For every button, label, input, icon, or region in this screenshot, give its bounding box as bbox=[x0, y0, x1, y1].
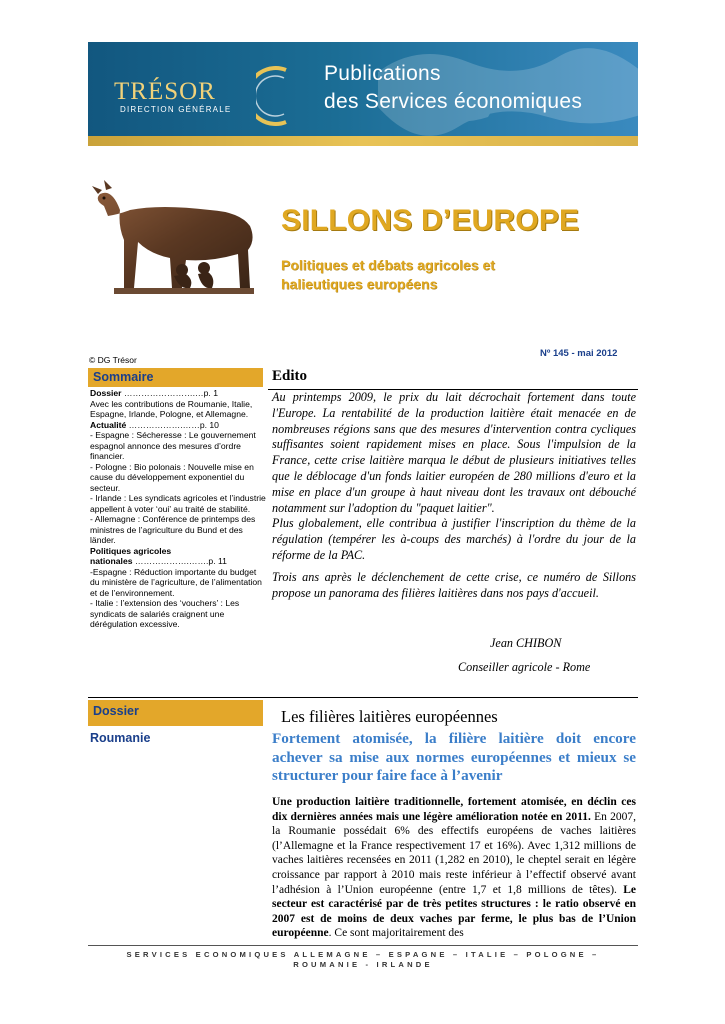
edito-heading: Edito bbox=[272, 368, 308, 384]
dossier-body-text bbox=[272, 795, 636, 941]
capitoline-wolf-statue-image bbox=[90, 180, 270, 300]
edito-paragraph: Au printemps 2009, le prix du lait décrochait fortement dans toute l'Europe. La rentabilité de la production laitière était menacée en de nombreuses régions sans que des mesures d'intervention contra cycliques suffisantes soient rapidement mises en place. Sous l'impulsion de la France, cette crise laitière marqua le début de plusieurs initiatives telles que le déblocage d'un fonds laitier européen de 280 millions d'euro et la mise en place d'un groupe à haut niveau dont les travaux ont débouché notamment sur l'adoption du "paquet laitier". bbox=[272, 390, 636, 515]
toc-politiques-page: ……………….…….p. 11 bbox=[132, 556, 227, 566]
sommaire-heading-bar bbox=[88, 368, 263, 387]
edito-text bbox=[272, 390, 636, 601]
dossier-country-label: Roumanie bbox=[90, 731, 151, 745]
toc-actualite-label[interactable]: Actualité bbox=[90, 419, 127, 430]
dossier-heading-bar bbox=[88, 700, 263, 726]
toc-politiques-label-2[interactable]: nationales bbox=[90, 556, 133, 566]
toc-item: - Irlande : Les syndicats agricoles et l’industrie appellent à voter ‘oui’ au traité de stabilité. bbox=[90, 493, 266, 514]
banner-gold-stripe bbox=[88, 136, 638, 146]
page-footer: SERVICES ECONOMIQUES ALLEMAGNE – ESPAGNE – ITALIE – POLOGNE – ROUMANIE - IRLANDE bbox=[126, 950, 600, 969]
sommaire-heading: Sommaire bbox=[93, 370, 154, 384]
dossier-section-title: Les filières laitières européennes bbox=[281, 707, 498, 726]
toc-item: - Pologne : Bio polonais : Nouvelle mise en cause du développement exponentiel du secteur. bbox=[90, 461, 254, 493]
toc-politiques-label[interactable]: Politiques agricoles bbox=[90, 545, 172, 556]
dossier-lead: Fortement atomisée, la filière laitière doit encore achever sa mise aux normes européennes et mieux se structurer pour faire face à l’avenir bbox=[272, 730, 636, 784]
publication-title-line2: des Services économiques bbox=[324, 90, 583, 113]
tresor-logo-subtitle: DIRECTION GÉNÉRALE bbox=[120, 105, 232, 114]
toc-item: - Espagne : Sécheresse : Le gouvernement espagnol annonce des mesures d’ordre financier. bbox=[90, 430, 256, 461]
edito-signature-role: Conseiller agricole - Rome bbox=[458, 660, 591, 674]
body-bold-sentence: Le secteur est caractérisé par de très petites structures : le ratio observé en 2007 est de moins de deux vaches par ferme, le plus bas de l’Union européenne bbox=[272, 883, 636, 940]
newsletter-subtitle-line1: Politiques et débats agricoles et bbox=[281, 257, 495, 273]
body-bold-sentence: Une production laitière traditionnelle, fortement atomisée, en déclin ces dix dernières années mais une légère amélioration notée en 2011. bbox=[272, 796, 636, 823]
toc-dossier-page: …………………….…p. 1 bbox=[121, 388, 218, 398]
dossier-heading: Dossier bbox=[93, 704, 139, 718]
toc-item: -Espagne : Réduction importante du budget du ministère de l’agriculture, de l’alimentation et de l’environnement. bbox=[90, 566, 262, 598]
toc-dossier-text: Avec les contributions de Roumanie, Italie, Espagne, Irlande, Pologne, et Allemagne. bbox=[90, 398, 253, 419]
body-text: En 2007, la Roumanie possédait 6% des effectifs européens de vaches laitières (l’Allemagne et la France respectivement 17 et 16%). Avec 1,312 millions de vaches laitières recensées en 2011 (1,282 en 2010), le cheptel serait en légère croissance par rapport à 2010 mais reste inférieur à l’effectif observé avant l’adhésion à l’Union européenne (entre 1,7 et 1,8 millions de têtes). bbox=[272, 810, 636, 896]
newsletter-title: SILLONS D’EUROPE bbox=[281, 204, 580, 237]
publication-banner bbox=[88, 42, 638, 146]
edito-signature-name: Jean CHIBON bbox=[490, 636, 562, 650]
swirl-logo-icon bbox=[256, 66, 290, 126]
issue-number-date: Nº 145 - mai 2012 bbox=[540, 348, 618, 359]
toc-item: - Italie : l’extension des ‘vouchers’ : Les syndicats de salariés craignent une dérégulation excessive. bbox=[90, 598, 240, 629]
edito-paragraph: Trois ans après le déclenchement de cette crise, ce numéro de Sillons propose un panorama des filières laitières dans nos pays d'accueil. bbox=[272, 569, 636, 600]
toc-dossier-label[interactable]: Dossier bbox=[90, 388, 122, 398]
section-divider bbox=[88, 697, 638, 698]
footer-rule bbox=[88, 945, 638, 946]
tresor-logo-name: TRÉSOR bbox=[114, 78, 216, 105]
toc-actualite-page: ……………….……p. 10 bbox=[126, 419, 219, 430]
publication-title-line1: Publications bbox=[324, 62, 441, 85]
image-credit: © DG Trésor bbox=[89, 355, 137, 365]
body-text: . Ce sont majoritairement des bbox=[328, 927, 464, 940]
newsletter-subtitle-line2: halieutiques européens bbox=[281, 276, 438, 292]
toc-item: - Allemagne : Conférence de printemps des ministres de l’agriculture du Bund et des länder. bbox=[90, 514, 256, 545]
edito-paragraph: Plus globalement, elle contribua à justifier l'inscription du thème de la régulation (tempérer les à-coups des marchés) à l'ordre du jour de la réforme de la PAC. bbox=[272, 516, 636, 562]
table-of-contents bbox=[90, 388, 266, 630]
